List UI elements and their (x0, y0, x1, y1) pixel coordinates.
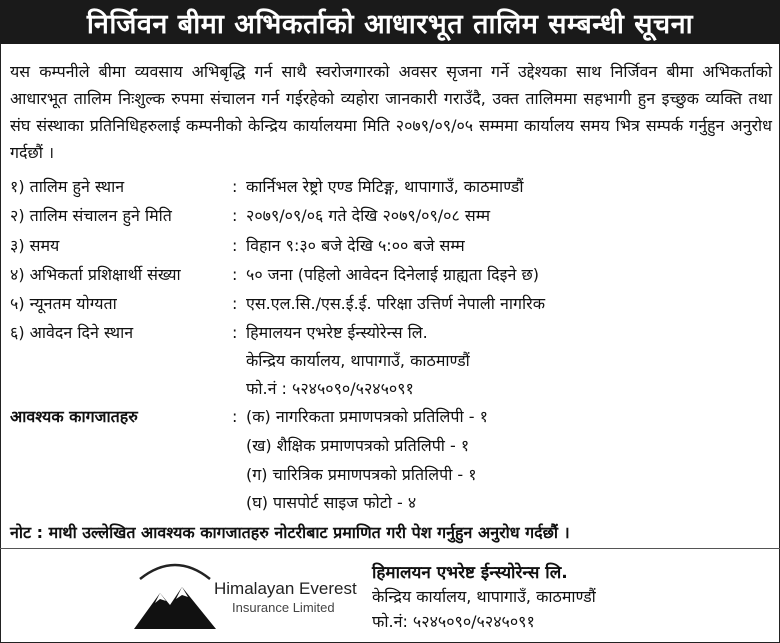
item-label: ५) न्यूनतम योग्यता (10, 294, 117, 313)
notice-title: निर्जिवन बीमा अभिकर्ताको आधारभूत तालिम सम्बन्धी सूचना (0, 0, 780, 44)
item-label: ४) अभिकर्ता प्रशिक्षार्थी संख्या (10, 265, 181, 284)
mountain-logo-icon (130, 557, 220, 637)
item-value: कार्निभल रेष्ट्रो एण्ड मिटिङ्ग, थापागाउँ, काठमाण्डौं (246, 177, 524, 196)
item-label: ३) समय (10, 236, 60, 255)
intro-paragraph: यस कम्पनीले बीमा व्यवसाय अभिबृद्धि गर्न साथै स्वरोजगारको अवसर सृजना गर्ने उद्देश्यका साथ निर्जिवन बीमा अभिकर्ताको आधारभूत तालिम निःशुल्क रुपमा संचालन गर्न गईरहेको व्यहोरा जानकारी गराउँदै, उक्त तालिममा सहभागी हुन इच्छुक व्यक्ति तथा संघ संस्थाका प्रतिनिधिहरुलाई कम्पनीको केन्द्रिय कार्यालयमा मिति २०७९/०९/०५ सम्ममा कार्यालय समय भित्र सम्पर्क गर्नुहुन अनुरोध गर्दछौं । (10, 62, 772, 162)
item-label: २) तालिम संचालन हुने मिति (10, 206, 172, 225)
document-text: (ख) शैक्षिक प्रमाणपत्रको प्रतिलिपी - १ (246, 436, 470, 455)
note-text: नोट : माथी उल्लेखित आवश्यक कागजातहरु नोटरीबाट प्रमाणित गरी पेश गर्नुहुन अनुरोध गर्दछौं । (10, 523, 570, 542)
item-colon: : (232, 236, 238, 255)
company-phone: फो.नं: ५२४५०९०/५२४५०९१ (372, 612, 535, 631)
documents-colon: : (232, 407, 238, 426)
item-colon: : (232, 206, 238, 225)
item-label: ६) आवेदन दिने स्थान (10, 323, 134, 342)
item-colon: : (232, 265, 238, 284)
apply-place-line: फो.नं : ५२४५०९०/५२४५०९१ (246, 379, 414, 398)
item-value: २०७९/०९/०६ गते देखि २०७९/०९/०८ सम्म (246, 206, 491, 225)
apply-place-line: केन्द्रिय कार्यालय, थापागाउँ, काठमाण्डौं (246, 351, 470, 370)
company-office: केन्द्रिय कार्यालय, थापागाउँ, काठमाण्डौं (372, 587, 596, 606)
footer-divider (0, 548, 780, 549)
item-value: एस.एल.सि./एस.ई.ई. परिक्षा उत्तिर्ण नेपाली नागरिक (246, 294, 545, 313)
item-value: हिमालयन एभरेष्ट ईन्स्योरेन्स लि. (246, 323, 428, 342)
document-text: (घ) पासपोर्ट साइज फोटो - ४ (246, 493, 417, 512)
documents-heading: आवश्यक कागजातहरु (10, 407, 138, 426)
brand-subtitle: Insurance Limited (232, 600, 335, 615)
item-colon: : (232, 177, 238, 196)
company-name-nepali: हिमालयन एभरेष्ट ईन्स्योरेन्स लि. (372, 563, 568, 583)
item-colon: : (232, 294, 238, 313)
brand-name: Himalayan Everest (214, 579, 357, 598)
item-value: विहान ९:३० बजे देखि ५:०० बजे सम्म (246, 236, 465, 255)
document-text: (ग) चारित्रिक प्रमाणपत्रको प्रतिलिपी - १ (246, 465, 477, 484)
item-colon: : (232, 323, 238, 342)
item-label: १) तालिम हुने स्थान (10, 177, 125, 196)
item-value: ५० जना (पहिलो आवेदन दिनेलाई ग्राह्यता दिइने छ) (246, 265, 539, 284)
document-text: (क) नागरिकता प्रमाणपत्रको प्रतिलिपी - १ (246, 407, 488, 426)
